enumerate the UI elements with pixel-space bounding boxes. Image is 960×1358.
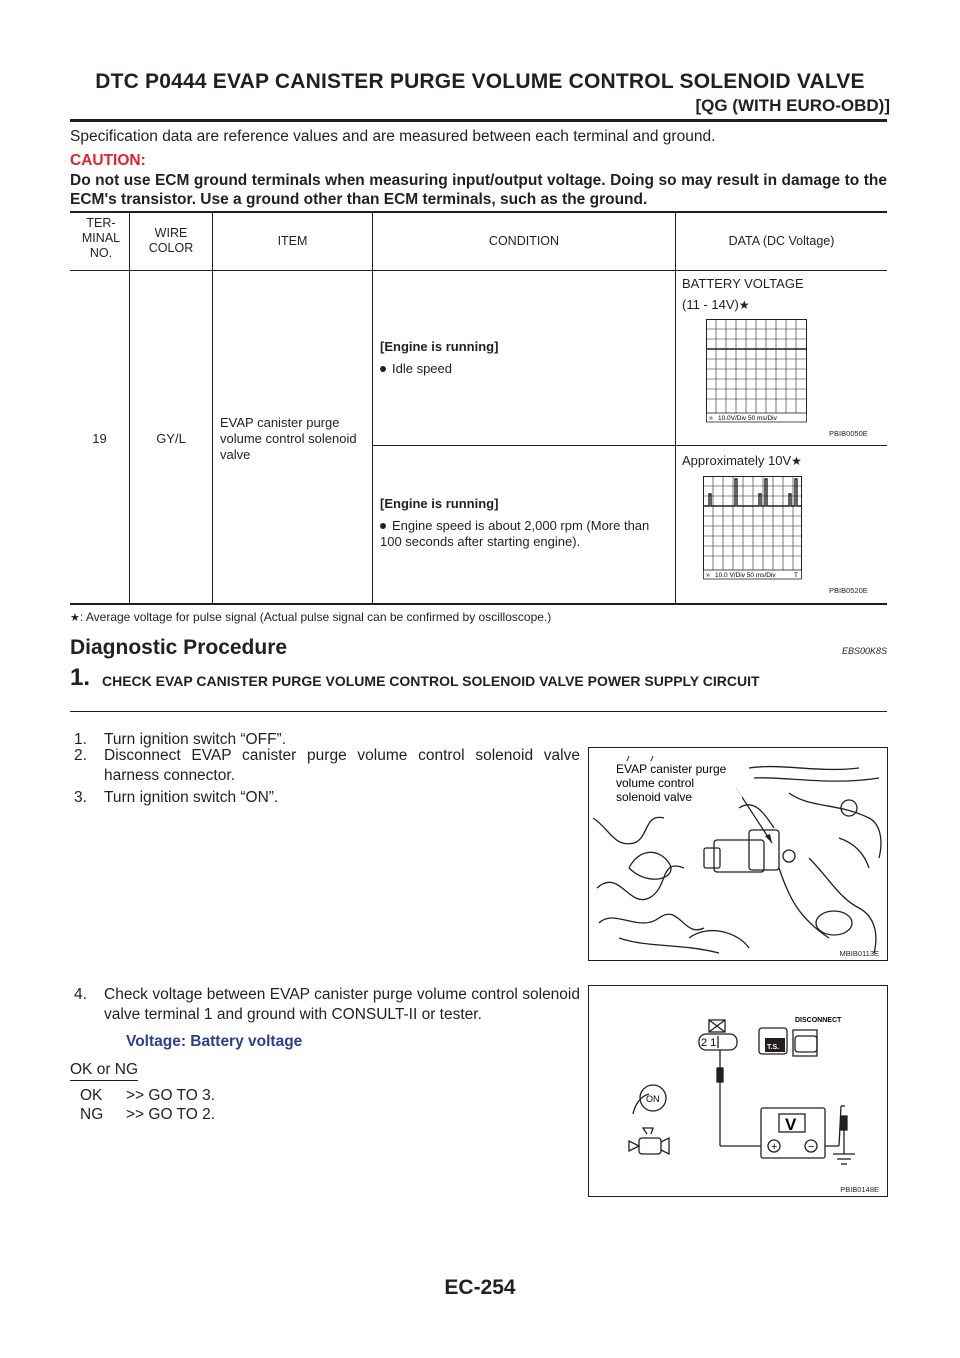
result-ng-label: NG xyxy=(80,1106,104,1123)
svg-text:»: » xyxy=(709,415,713,422)
condition-bullet-1: Idle speed xyxy=(380,361,452,377)
condition-title-1: [Engine is running] xyxy=(380,339,499,354)
wire-color: GY/L xyxy=(156,431,186,446)
terminal-no: 19 xyxy=(92,431,107,446)
data-text-1b: (11 - 14V)★ xyxy=(682,297,750,312)
svg-text:volume control: volume control xyxy=(616,776,695,790)
page-subtitle: [QG (WITH EURO-OBD)] xyxy=(695,96,890,115)
section-title: Diagnostic Procedure xyxy=(70,636,288,659)
svg-text:10.0 V/Div 50 ms/Div: 10.0 V/Div 50 ms/Div xyxy=(715,572,776,579)
voltage-check-figure: 2 1 DISCONNECT T.S. V + − ON PBIB0148E xyxy=(588,985,888,1197)
page-number: EC-254 xyxy=(444,1276,516,1299)
header-item: ITEM xyxy=(277,234,308,248)
result-ok-label: OK xyxy=(80,1087,103,1104)
engine-bay-figure: EVAP canister purge volume control solenoid valve MBIB0113E xyxy=(588,747,888,961)
caution-label: CAUTION: xyxy=(70,152,146,169)
section-code: EBS00K8S xyxy=(841,646,887,656)
ok-ng-label: OK or NG xyxy=(70,1061,138,1081)
step-number: 1. xyxy=(70,664,91,691)
step-rule xyxy=(70,711,887,712)
step-3: 3. Turn ignition switch “ON”. xyxy=(74,789,279,806)
page-title: DTC P0444 EVAP CANISTER PURGE VOLUME CONTROL SOLENOID VALVE xyxy=(95,70,865,93)
item-name: EVAP canister purge volume control solenoid valve xyxy=(220,415,357,462)
step-title: CHECK EVAP CANISTER PURGE VOLUME CONTROL SOLENOID VALVE POWER SUPPLY CIRCUIT xyxy=(102,673,760,689)
svg-text:−: − xyxy=(808,1141,815,1153)
svg-text:V: V xyxy=(785,1115,797,1134)
figure-code-1: PBIB0050E xyxy=(829,429,868,438)
result-ng-action: >> GO TO 2. xyxy=(126,1106,216,1123)
condition-title-2: [Engine is running] xyxy=(380,496,499,511)
svg-text:10.0V/Div 50 ms/Div: 10.0V/Div 50 ms/Div xyxy=(718,415,777,422)
svg-text:»: » xyxy=(706,572,710,579)
step-2: 2. Disconnect EVAP canister purge volume control solenoid valve harness connector. xyxy=(74,747,580,784)
svg-text:DISCONNECT: DISCONNECT xyxy=(795,1017,842,1024)
figure-code-2: PBIB0520E xyxy=(829,586,868,595)
condition-bullet-2: Engine speed is about 2,000 rpm (More than 100 seconds after starting engine). xyxy=(380,518,650,549)
oscilloscope-2000rpm-figure xyxy=(703,476,803,582)
result-ok-action: >> GO TO 3. xyxy=(126,1087,216,1104)
svg-text:+: + xyxy=(771,1141,778,1153)
table-footnote: ★: Average voltage for pulse signal (Actual pulse signal can be confirmed by oscilloscope.) xyxy=(70,610,552,624)
svg-text:2 1: 2 1 xyxy=(701,1037,717,1049)
spec-note: Specification data are reference values and are measured between each terminal and ground. xyxy=(70,128,716,145)
svg-text:T.S.: T.S. xyxy=(767,1044,780,1051)
header-condition: CONDITION xyxy=(488,234,560,248)
data-text-2: Approximately 10V★ xyxy=(682,453,802,468)
step-1: 1. Turn ignition switch “OFF”. xyxy=(74,731,287,748)
svg-text:solenoid valve: solenoid valve xyxy=(616,790,693,804)
header-data: DATA (DC Voltage) xyxy=(728,234,835,248)
svg-text:T: T xyxy=(794,572,798,579)
voltage-spec: Voltage: Battery voltage xyxy=(126,1033,303,1050)
svg-text:ON: ON xyxy=(646,1094,660,1104)
header-rule xyxy=(70,119,887,122)
svg-text:EVAP canister purge: EVAP canister purge xyxy=(616,762,727,776)
caution-text: Do not use ECM ground terminals when measuring input/output voltage. Doing so may result in damage to the ECM's transistor. Use a ground other than ECM terminals, such as the ground. xyxy=(70,172,887,208)
data-text-1a: BATTERY VOLTAGE xyxy=(682,276,804,291)
header-terminal: TER- MINAL NO. xyxy=(81,216,121,260)
step-4: 4. Check voltage between EVAP canister purge volume control solenoid valve terminal 1 and ground with CONSULT-II or tester. xyxy=(74,986,580,1023)
oscilloscope-idle-figure xyxy=(706,319,808,427)
header-wire-color: WIRE COLOR xyxy=(148,226,194,255)
